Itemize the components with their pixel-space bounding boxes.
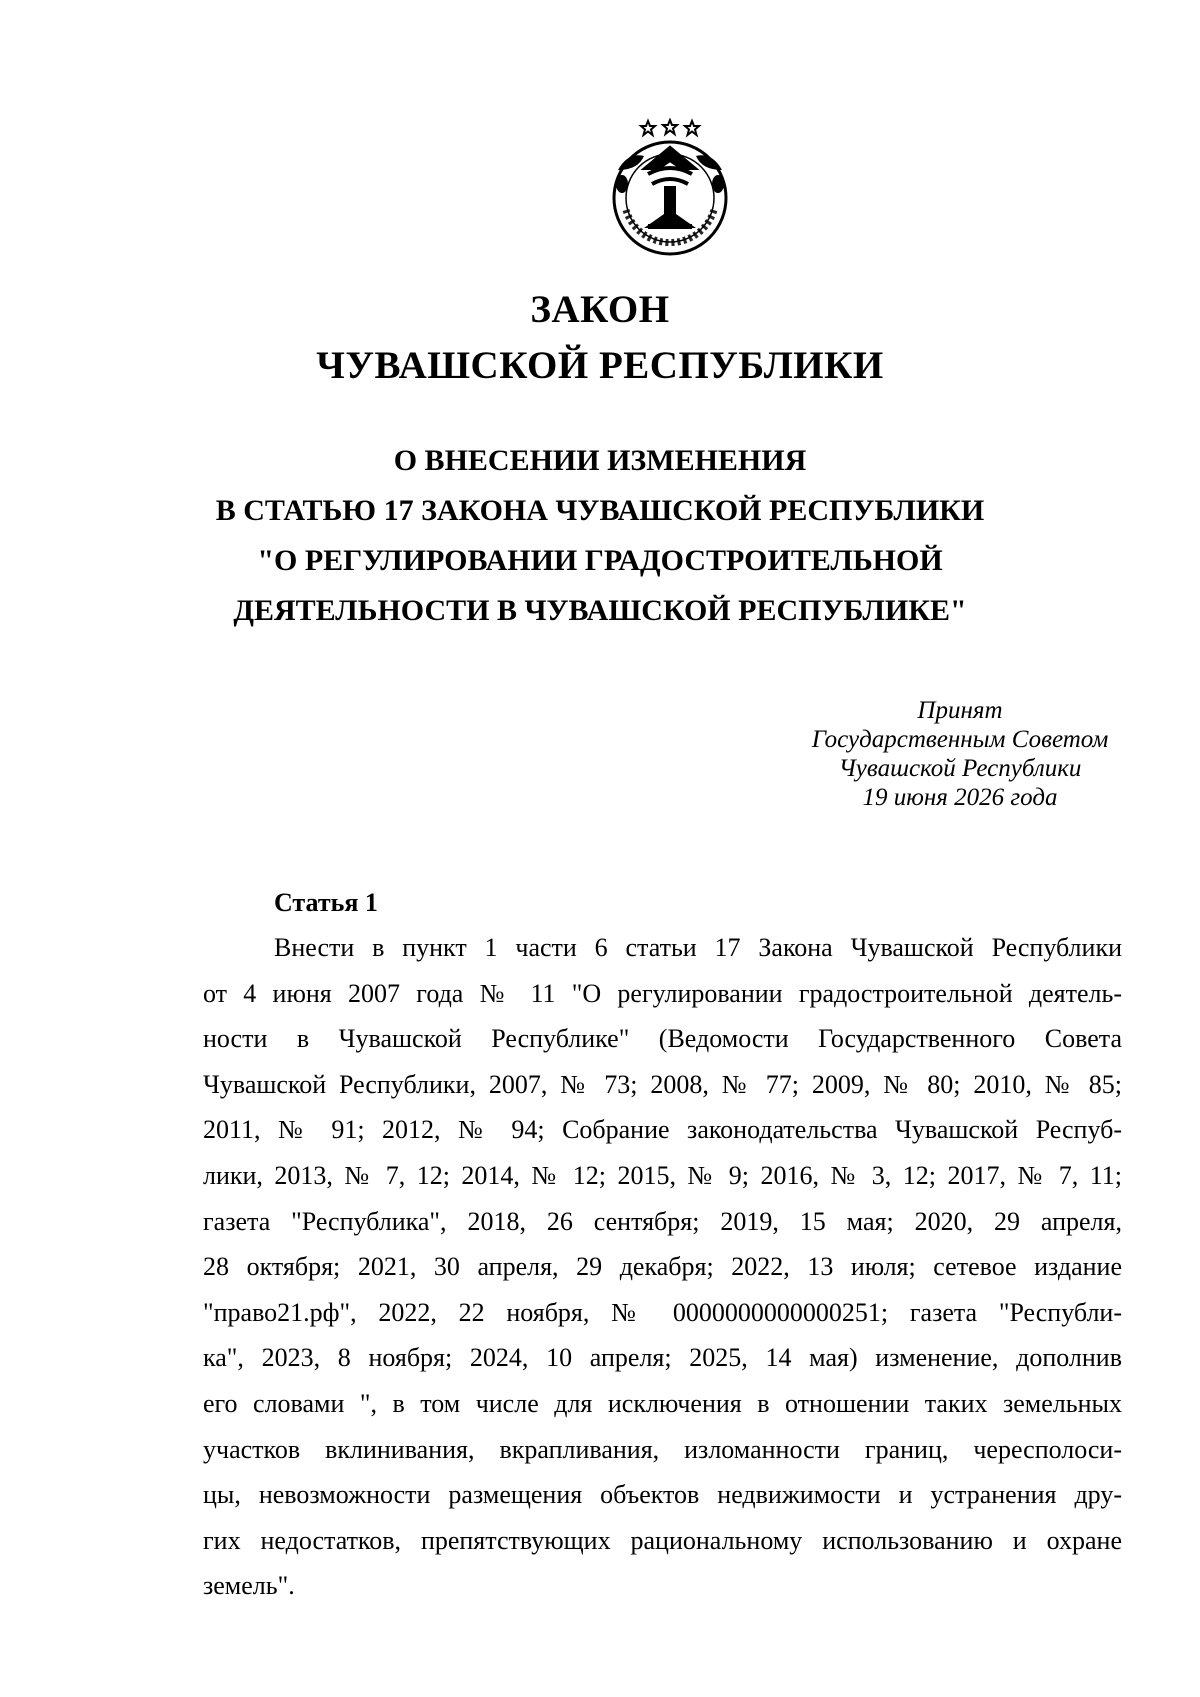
adoption-note-line: Государственным Советом <box>811 726 1109 753</box>
article-text-line: Внести в пункт 1 части 6 статьи 17 Закона Чувашской Республики <box>274 933 1122 962</box>
article-text-line: газета "Республика", 2018, 26 сентября; 2019, 15 мая; 2020, 29 апреля, <box>203 1206 1122 1236</box>
article-text-line: его словами ", в том числе для исключения в отношении таких земельных <box>203 1388 1122 1418</box>
adoption-note-line: Принят <box>917 697 1003 724</box>
law-title <box>0 282 1200 394</box>
article-text-line: лики, 2013, № 7, 12; 2014, № 12; 2015, № 9; 2016, № 3, 12; 2017, № 7, 11; <box>203 1160 1122 1190</box>
adoption-note-line: Чувашской Республики <box>838 755 1082 782</box>
article-text-line: 2011, № 91; 2012, № 94; Собрание законодательства Чувашской Респуб- <box>203 1115 1122 1145</box>
law-subject-line: О ВНЕСЕНИИ ИЗМЕНЕНИЯ <box>393 444 807 477</box>
article-text-line: Чувашской Республики, 2007, № 73; 2008, № 77; 2009, № 80; 2010, № 85; <box>203 1069 1122 1099</box>
article-text-line: ности в Чувашской Республике" (Ведомости Государственного Совета <box>203 1024 1122 1054</box>
law-subject-line: В СТАТЬЮ 17 ЗАКОНА ЧУВАШСКОЙ РЕСПУБЛИКИ <box>215 494 985 527</box>
article-text-line: цы, невозможности размещения объектов недвижимости и устранения дру- <box>203 1480 1122 1510</box>
article-text-line: 28 октября; 2021, 30 апреля, 29 декабря; 2022, 13 июля; сетевое издание <box>203 1252 1122 1282</box>
article-text-line: "право21.рф", 2022, 22 ноября, № 0000000000000251; газета "Республи- <box>203 1297 1122 1327</box>
law-subject-line: ДЕЯТЕЛЬНОСТИ В ЧУВАШСКОЙ РЕСПУБЛИКЕ" <box>233 594 967 627</box>
article-text-line: от 4 июня 2007 года № 11 "О регулировании градостроительной деятель- <box>203 978 1122 1008</box>
law-title-line2: ЧУВАШСКОЙ РЕСПУБЛИКИ <box>316 344 884 387</box>
adoption-note <box>780 696 1140 812</box>
article-text-line: земель". <box>203 1571 295 1601</box>
article-body <box>203 925 1122 1609</box>
article-heading: Статья 1 <box>274 888 378 917</box>
law-subject-line: "О РЕГУЛИРОВАНИИ ГРАДОСТРОИТЕЛЬНОЙ <box>257 544 943 577</box>
law-subject <box>0 436 1200 636</box>
adoption-date: 19 июня 2026 года <box>862 784 1058 811</box>
article-text-line: гих недостатков, препятствующих рациональному использованию и охране <box>203 1525 1122 1555</box>
chuvash-republic-emblem-icon <box>604 118 736 260</box>
law-title-line1: ЗАКОН <box>530 288 670 331</box>
article-text-line: ка", 2023, 8 ноября; 2024, 10 апреля; 2025, 14 мая) изменение, дополнив <box>203 1343 1122 1373</box>
article-text-line: участков вклинивания, вкрапливания, изломанности границ, чересполоси- <box>203 1434 1122 1464</box>
